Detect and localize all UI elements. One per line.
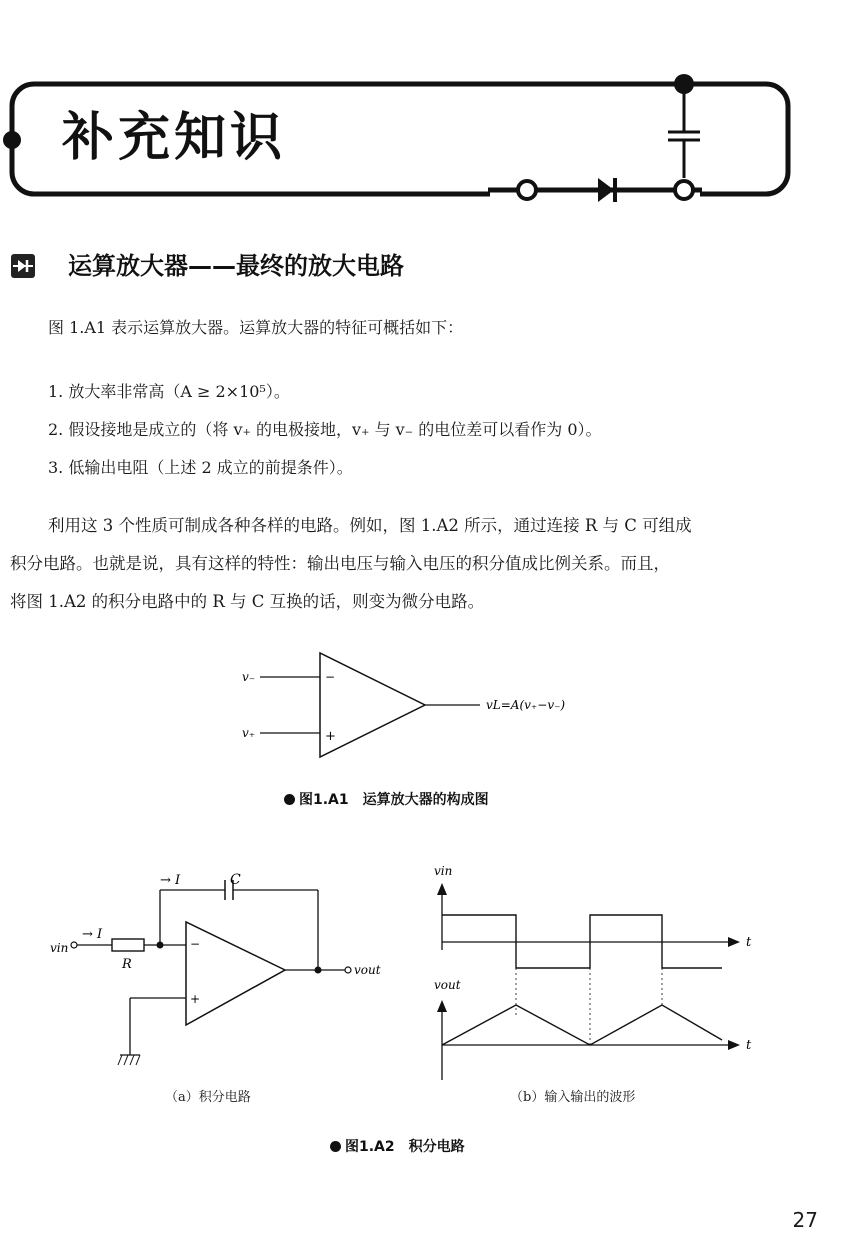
- body-line-2: 积分电路。也就是说，具有这样的特性：输出电压与输入电压的积分值成比例关系。而且，: [10, 554, 670, 573]
- integrator-plus-sign: +: [190, 992, 201, 1006]
- figure-caption-a2: 图1.A2 积分电路: [330, 1136, 465, 1156]
- feature-item-2: 2. 假设接地是成立的（将 v₊ 的电极接地，v₊ 与 v₋ 的电位差可以看作为 0）。: [48, 420, 602, 439]
- vin-label: vin: [50, 941, 69, 955]
- subcaption-b: （b）输入输出的波形: [510, 1090, 636, 1105]
- current-in-label: → I: [82, 927, 103, 942]
- output-label: vL=A(v₊−v₋): [486, 698, 566, 712]
- header-title: 补充知识: [62, 108, 287, 168]
- body-line-3: 将图 1.A2 的积分电路中的 R 与 C 互换的话，则变为微分电路。: [10, 592, 485, 611]
- input-minus-label: v₋: [242, 670, 256, 684]
- opamp-minus-sign: −: [325, 670, 336, 684]
- wave-vin-label: vin: [434, 864, 453, 878]
- intro-paragraph: 图 1.A1 表示运算放大器。运算放大器的特征可概括如下：: [48, 318, 464, 337]
- waveform-plot: [420, 855, 780, 1085]
- page-number: 27: [792, 1208, 818, 1232]
- figure-caption-a1: 图1.A1 运算放大器的构成图: [284, 789, 489, 809]
- diode-icon: [10, 253, 36, 279]
- feature-item-1: 1. 放大率非常高（A ≥ 2×10⁵）。: [48, 382, 290, 401]
- bullet-dot: [284, 794, 295, 805]
- integrator-circuit: [40, 860, 390, 1080]
- integrator-minus-sign: −: [190, 937, 201, 951]
- current-top-label: → I: [160, 873, 181, 888]
- t-axis-bottom-label: t: [746, 1038, 752, 1053]
- capacitor-label: C: [230, 872, 241, 888]
- body-line-1: 利用这 3 个性质可制成各种各样的电路。例如，图 1.A2 所示，通过连接 R 与 C 可组成: [48, 516, 692, 535]
- input-plus-label: v₊: [242, 726, 256, 740]
- wave-vout-label: vout: [434, 978, 461, 992]
- subcaption-a: （a）积分电路: [165, 1090, 251, 1105]
- vout-label: vout: [354, 963, 381, 977]
- opamp-figure: [230, 645, 610, 770]
- feature-item-3: 3. 低输出电阻（上述 2 成立的前提条件）。: [48, 458, 353, 477]
- resistor-label: R: [122, 957, 132, 972]
- section-title: 运算放大器——最终的放大电路: [68, 252, 404, 280]
- t-axis-top-label: t: [746, 935, 752, 950]
- opamp-plus-sign: +: [325, 729, 336, 744]
- bullet-dot: [330, 1141, 341, 1152]
